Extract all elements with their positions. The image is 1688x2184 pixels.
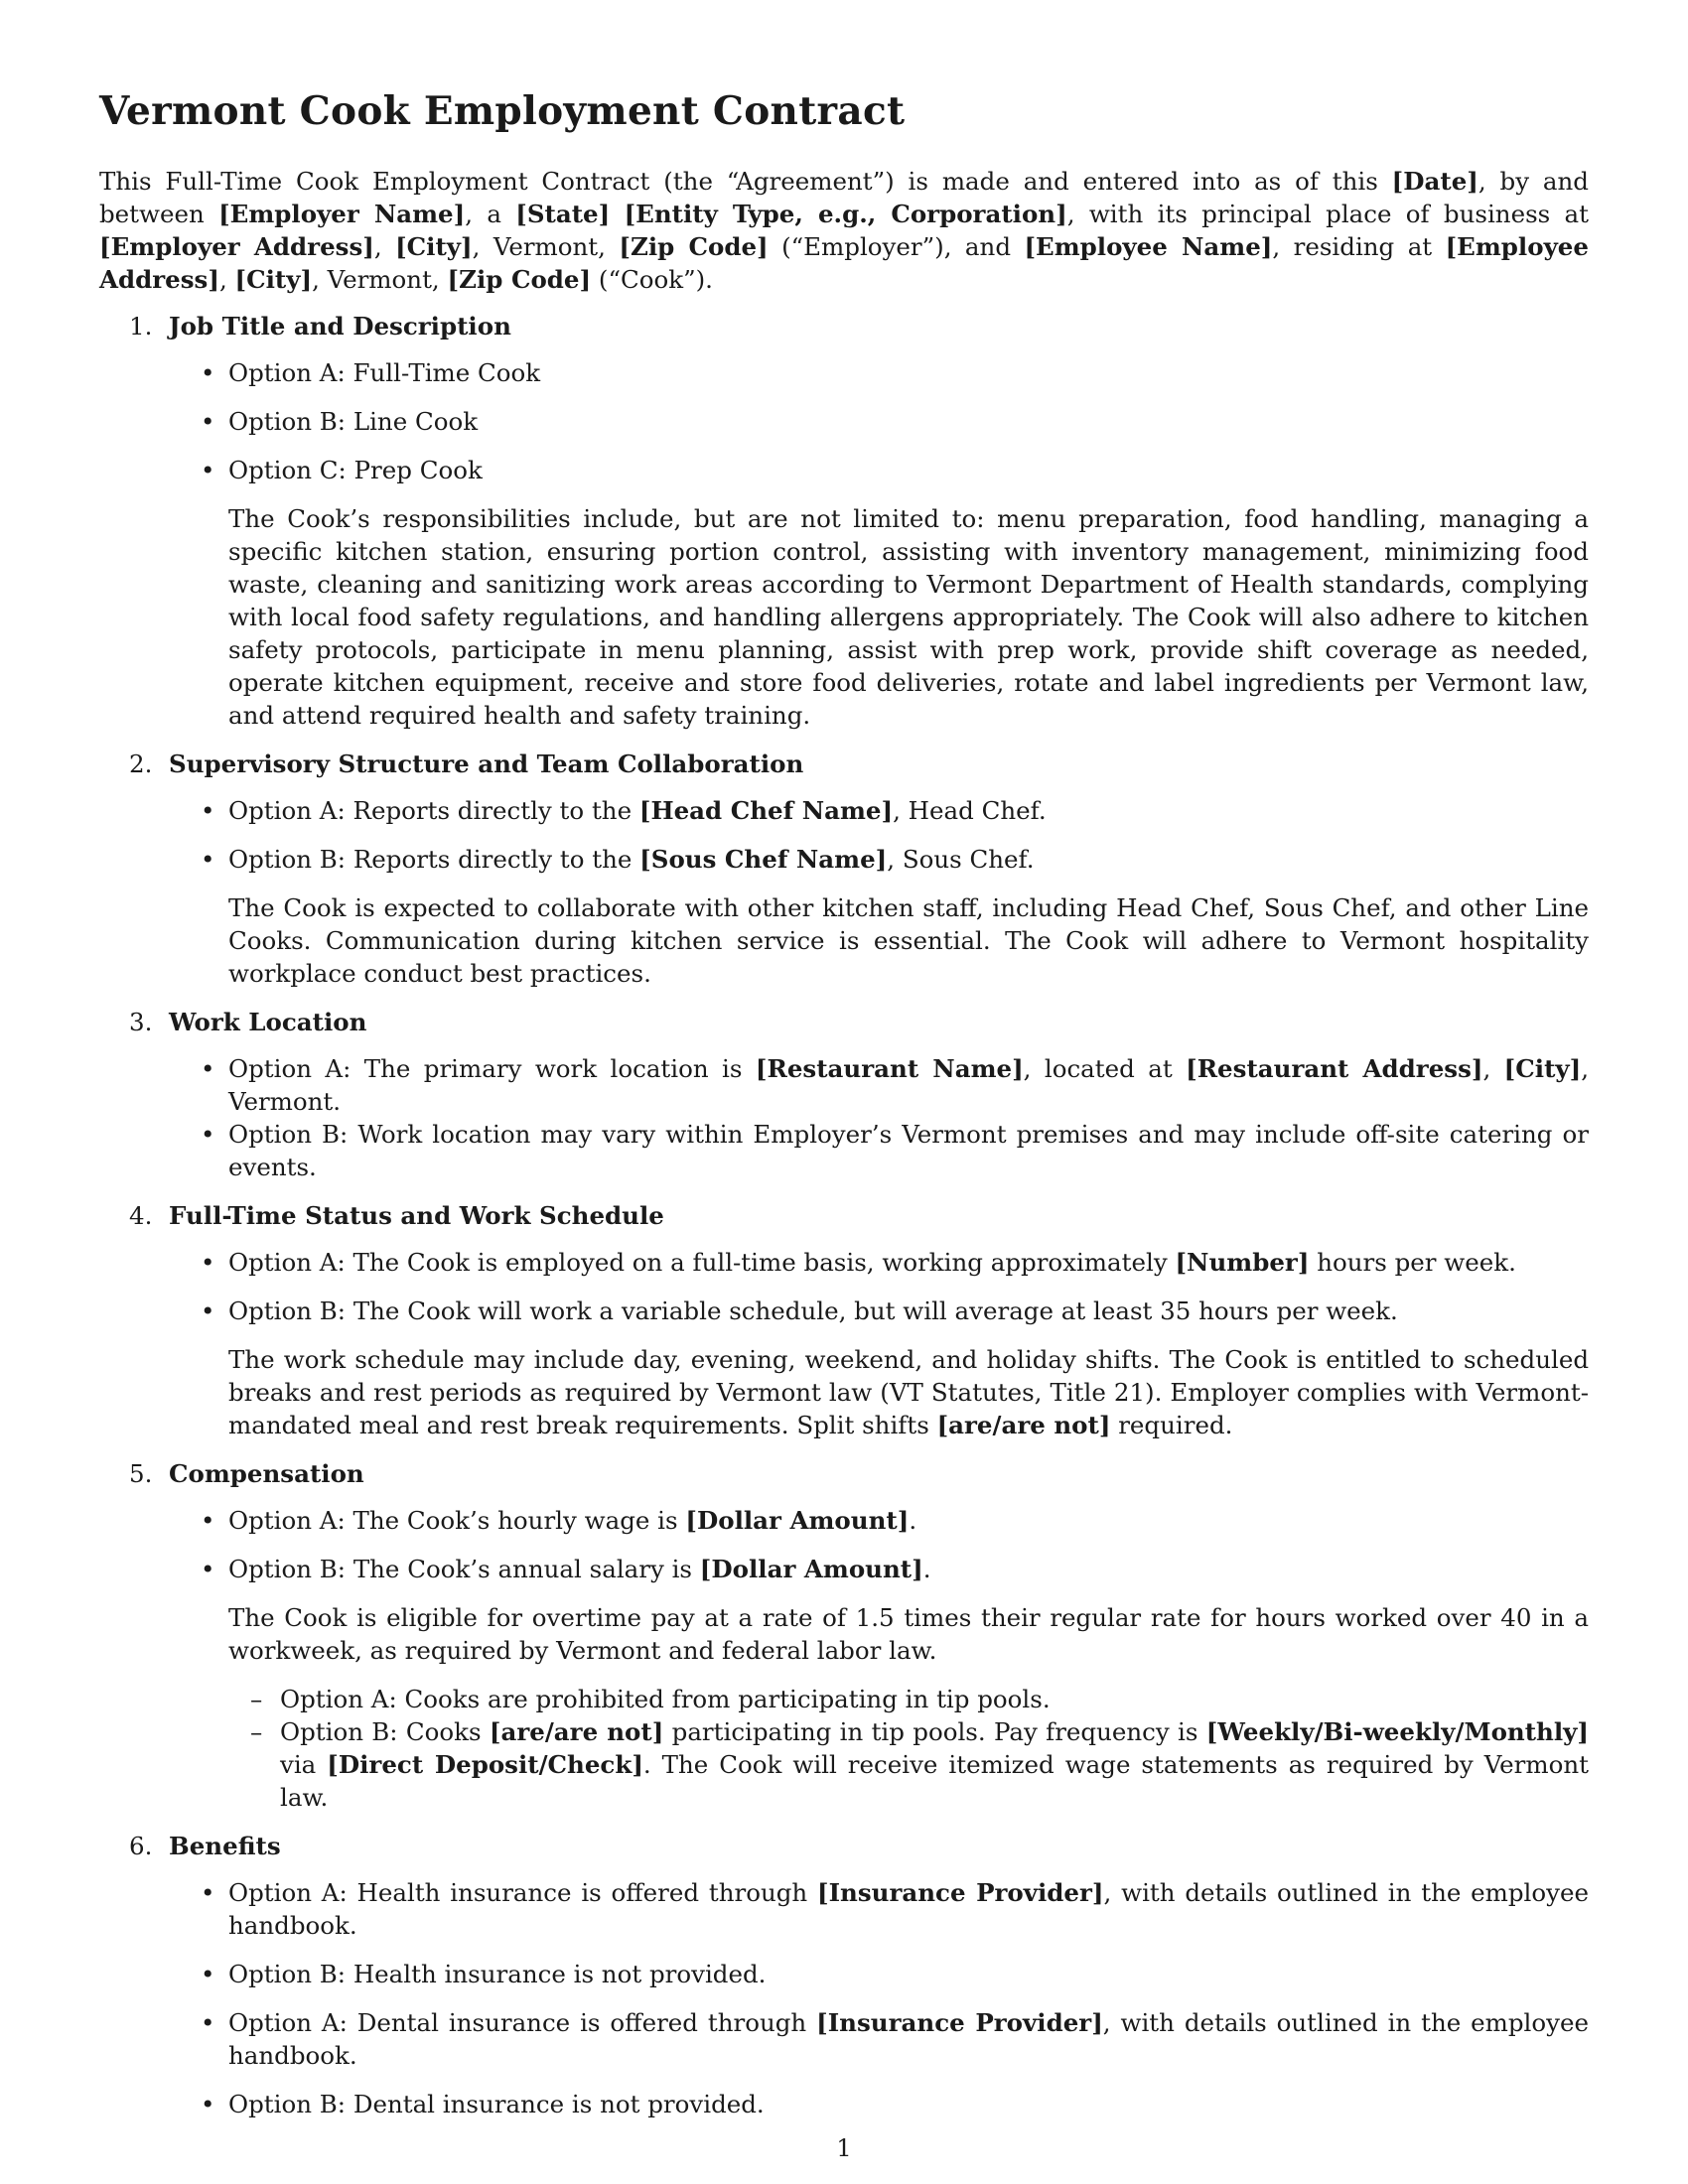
- section-compensation: [99, 1457, 1589, 1814]
- list-item: • Option B: Work location may vary within Employer’s Vermont premises and may include off-site catering or events.: [228, 1118, 1589, 1183]
- option-list: [99, 794, 1589, 876]
- section-heading: 5. Compensation: [129, 1459, 364, 1488]
- placeholder-city: [City]: [395, 232, 473, 261]
- section-job-title: [99, 310, 1589, 732]
- list-item: • Option B: Line Cook: [228, 405, 1589, 438]
- option-list: [99, 356, 1589, 486]
- placeholder-employee-address: [Employee Address]: [99, 232, 1589, 294]
- list-item: • Option A: The Cook’s hourly wage is [Dollar Amount].: [228, 1504, 1589, 1537]
- placeholder-date: [Date]: [1391, 167, 1478, 196]
- placeholder-entity-type: [Entity Type, e.g., Corporation]: [624, 200, 1067, 228]
- placeholder-employee-name: [Employee Name]: [1024, 232, 1273, 261]
- intro-paragraph: This Full-Time Cook Employment Contract (the “Agreement”) is made and entered into as of this [Date], by and between [Employer Name], a [State] [Entity Type, e.g., Corporation], with its principal place of business at [Employer Address], [City], Vermont, [Zip Code] (“Employer”), and [Employee Name], residing at [Employee Address], [City], Vermont, [Zip Code] (“Cook”).: [99, 167, 1589, 294]
- section-heading: 4. Full-Time Status and Work Schedule: [129, 1201, 664, 1230]
- document-title: Vermont Cook Employment Contract: [99, 88, 906, 134]
- list-item: • Option A: Full-Time Cook: [228, 356, 1589, 389]
- section-heading: 2. Supervisory Structure and Team Collaboration: [129, 750, 804, 778]
- list-item: • Option B: Reports directly to the [Sous Chef Name], Sous Chef.: [228, 843, 1589, 876]
- list-item: • Option B: Dental insurance is not provided.: [228, 2088, 1589, 2120]
- list-item: • Option A: Dental insurance is offered through [Insurance Provider], with details outlined in the employee handbook.: [228, 2006, 1589, 2072]
- list-item: • Option B: The Cook’s annual salary is [Dollar Amount].: [228, 1553, 1589, 1585]
- section-supervisory: [99, 748, 1589, 990]
- section-heading: 1. Job Title and Description: [129, 312, 511, 341]
- section-heading: 3. Work Location: [129, 1008, 367, 1036]
- list-item: • Option A: The primary work location is [Restaurant Name], located at [Restaurant Address], [City], Vermont.: [228, 1052, 1589, 1118]
- list-item: • Option C: Prep Cook: [228, 454, 1589, 486]
- option-list: [99, 1052, 1589, 1183]
- list-item: – Option B: Cooks [are/are not] participating in tip pools. Pay frequency is [Weekly/Bi-weekly/Monthly] via [Direct Deposit/Check]. The Cook will receive itemized wage statements as required by Vermont law.: [280, 1715, 1589, 1814]
- list-item: • Option A: Health insurance is offered through [Insurance Provider], with details outlined in the employee handbook.: [228, 1876, 1589, 1942]
- list-item: – Option A: Cooks are prohibited from participating in tip pools.: [280, 1683, 1589, 1715]
- section-work-location: [99, 1006, 1589, 1183]
- placeholder-state: [State]: [515, 200, 611, 228]
- placeholder-zip-code: [Zip Code]: [447, 265, 592, 294]
- sub-option-list: [99, 1683, 1589, 1814]
- section-paragraph: The Cook’s responsibilities include, but are not limited to: menu preparation, food handling, managing a specific kitchen station, ensuring portion control, assisting with inventory management, minimizing food waste, cleaning and sanitizing work areas according to Vermont Department of Health standards, complying with local food safety regulations, and handling allergens appropriately. The Cook will also adhere to kitchen safety protocols, participate in menu planning, assist with prep work, provide shift coverage as needed, operate kitchen equipment, receive and store food deliveries, rotate and label ingredients per Vermont law, and attend required health and safety training.: [228, 504, 1589, 730]
- section-paragraph: The work schedule may include day, evening, weekend, and holiday shifts. The Cook is entitled to scheduled breaks and rest periods as required by Vermont law (VT Statutes, Title 21). Employer complies with Vermont-mandated meal and rest break requirements. Split shifts [are/are not] required.: [228, 1345, 1589, 1439]
- list-item: • Option A: The Cook is employed on a full-time basis, working approximately [Number] hours per week.: [228, 1246, 1589, 1279]
- section-heading: 6. Benefits: [129, 1832, 281, 1860]
- section-paragraph: The Cook is expected to collaborate with other kitchen staff, including Head Chef, Sous Chef, and other Line Cooks. Communication during kitchen service is essential. The Cook will adhere to Vermont hospitality workplace conduct best practices.: [228, 893, 1589, 988]
- list-item: • Option B: Health insurance is not provided.: [228, 1958, 1589, 1990]
- list-item: • Option B: The Cook will work a variable schedule, but will average at least 35 hours per week.: [228, 1295, 1589, 1327]
- section-paragraph: The Cook is eligible for overtime pay at a rate of 1.5 times their regular rate for hours worked over 40 in a workweek, as required by Vermont and federal labor law.: [228, 1603, 1589, 1665]
- placeholder-employer-name: [Employer Name]: [218, 200, 466, 228]
- document-page: [99, 87, 1589, 2136]
- section-benefits: [99, 1830, 1589, 2120]
- option-list: [99, 1504, 1589, 1585]
- section-work-schedule: [99, 1199, 1589, 1441]
- page-number: 1: [836, 2134, 852, 2162]
- option-list: [99, 1876, 1589, 2120]
- option-list: [99, 1246, 1589, 1327]
- placeholder-employer-address: [Employer Address]: [99, 232, 374, 261]
- list-item: • Option A: Reports directly to the [Head Chef Name], Head Chef.: [228, 794, 1589, 827]
- placeholder-city: [City]: [234, 265, 313, 294]
- placeholder-zip-code: [Zip Code]: [619, 232, 769, 261]
